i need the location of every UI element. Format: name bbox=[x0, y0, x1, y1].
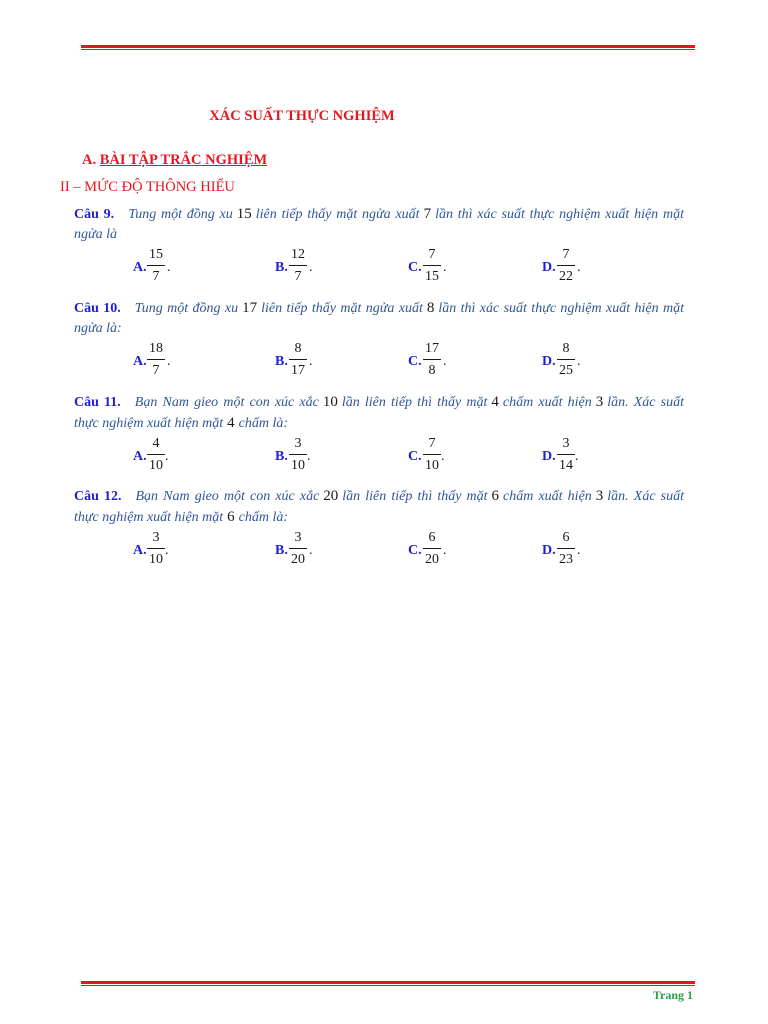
answer-options: A. $\frac{18}{7}$ . B. $\frac{8}{17}$ . C. $\frac{17}{8}$ . D. $\frac{8}{25}$ . bbox=[133, 341, 581, 378]
question-11 bbox=[74, 392, 684, 484]
question-label: Câu 11. bbox=[74, 395, 121, 410]
fraction: $\frac{7}{22}$ bbox=[559, 247, 573, 284]
top-rule bbox=[81, 45, 695, 50]
fraction: $\frac{6}{20}$ bbox=[425, 530, 439, 567]
level-heading: II – MỨC ĐỘ THÔNG HIỂU bbox=[60, 179, 235, 195]
fraction: $\frac{7}{10}$ bbox=[425, 436, 439, 473]
section-label: BÀI TẬP TRẮC NGHIỆM bbox=[99, 152, 268, 168]
section-prefix: A. bbox=[82, 152, 97, 168]
fraction: $\frac{3}{10}$ bbox=[149, 530, 163, 567]
page-number: Trang 1 bbox=[652, 988, 693, 1002]
document-title: XÁC SUẤT THỰC NGHIỆM bbox=[209, 108, 395, 124]
fraction: $\frac{4}{10}$ bbox=[149, 436, 163, 473]
fraction: $\frac{3}{10}$ bbox=[291, 436, 305, 473]
fraction: $\frac{17}{8}$ bbox=[425, 341, 439, 378]
question-9 bbox=[74, 204, 684, 295]
question-text: Câu 10. Tung một đồng xu 17 liên tiếp thấy mặt ngửa xuất 8 lần thì xác suất thực nghiệm xuất hiện mặt ngửa là: bbox=[74, 300, 684, 336]
section-heading bbox=[82, 152, 267, 169]
answer-options: A. $\frac{15}{7}$ . B. $\frac{12}{7}$ . C. $\frac{7}{15}$ . D. $\frac{7}{22}$ . bbox=[133, 247, 581, 284]
fraction: $\frac{6}{23}$ bbox=[559, 530, 573, 567]
fraction: $\frac{7}{15}$ bbox=[425, 247, 439, 284]
question-label: Câu 10. bbox=[74, 301, 121, 316]
fraction: $\frac{8}{17}$ bbox=[291, 341, 305, 378]
fraction: $\frac{15}{7}$ bbox=[149, 247, 163, 284]
question-10 bbox=[74, 298, 684, 389]
fraction: $\frac{3}{14}$ bbox=[559, 436, 573, 473]
question-text: Câu 12. Bạn Nam gieo một con xúc xắc 20 lần liên tiếp thì thấy mặt 6 chấm xuất hiện 3 lần. Xác suất thực nghiệm xuất hiện mặt 6 chấm là: bbox=[74, 488, 684, 525]
answer-options: A. $\frac{4}{10}$ . B. $\frac{3}{10}$ . C. $\frac{7}{10}$ . D. $\frac{3}{14}$ . bbox=[133, 436, 579, 473]
question-label: Câu 9. bbox=[74, 207, 115, 222]
fraction: $\frac{8}{25}$ bbox=[559, 341, 573, 378]
bottom-rule bbox=[81, 981, 695, 986]
fraction: $\frac{3}{20}$ bbox=[291, 530, 305, 567]
question-text: Câu 9. Tung một đồng xu 15 liên tiếp thấy mặt ngửa xuất 7 lần thì xác suất thực nghiệm xuất hiện mặt ngửa là bbox=[74, 206, 684, 242]
question-12 bbox=[74, 486, 684, 578]
question-label: Câu 12. bbox=[74, 489, 122, 504]
fraction: $\frac{12}{7}$ bbox=[291, 247, 305, 284]
fraction: $\frac{18}{7}$ bbox=[149, 341, 163, 378]
question-text: Câu 11. Bạn Nam gieo một con xúc xắc 10 lần liên tiếp thì thấy mặt 4 chấm xuất hiện 3 lần. Xác suất thực nghiệm xuất hiện mặt 4 chấm là: bbox=[74, 394, 685, 431]
answer-options: A. $\frac{3}{10}$ . B. $\frac{3}{20}$ . C. $\frac{6}{20}$ . D. $\frac{6}{23}$ . bbox=[133, 530, 581, 567]
